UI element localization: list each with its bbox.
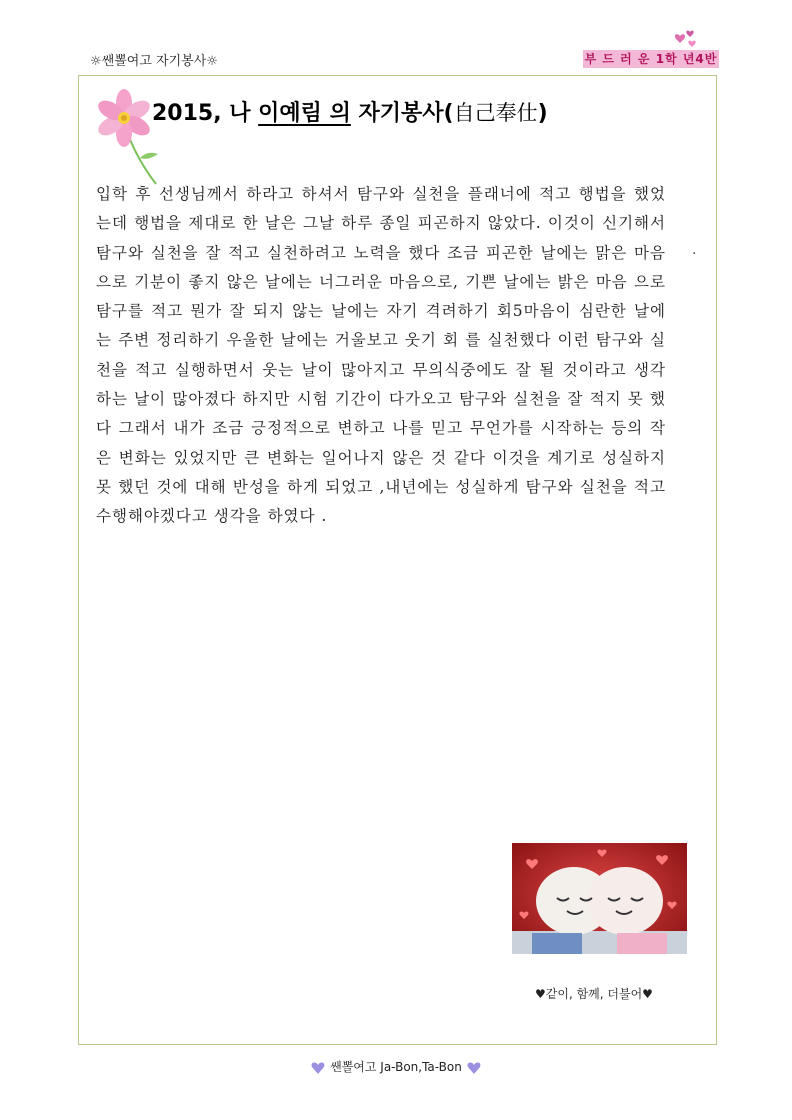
heart-icon <box>310 1061 326 1075</box>
header-class-badge: 부 드 러 운 1학 년4반 <box>584 52 718 66</box>
title-hanja: 自己奉仕 <box>453 101 538 125</box>
smiling-couple-image <box>512 843 687 954</box>
footer-text: 쌘뽈여고 Ja-Bon,Ta-Bon <box>330 1060 462 1074</box>
essay-paragraph: 입학 후 선생님께서 하라고 하셔서 탐구와 실천을 플래너에 적고 행법을 했었는데 행법을 제대로 한 날은 그날 하루 종일 피곤하지 않았다. 이것이 신기해서 탐구와 실천을 잘 적고 실천하려고 노력을 했다 조금 피곤한 날에는 맑은 마음 으로 기분이 좋지 않은 날에는 너그러운 마음으로, 기쁜 날에는 밝은 마음 으로 탐구를 적고 뭔가 잘 되지 않는 날에는 자기 격려하기 회5마음이 심란한 날에는 주변 정리하기 우울한 날에는 거울보고 웃기 회 를 실천했다 이런 탐구와 실천을 적고 실행하면서 웃는 날이 많아지고 무의식중에도 잘 될 것이라고 생각하는 날이 많아졌다 하지만 시험 기간이 다가오고 탐구와 실천을 잘 적지 못 했다 그래서 내가 조금 긍정적으로 변하고 나를 믿고 무언가를 시작하는 등의 작은 변화는 있었지만 큰 변화는 일어나지 않은 것 같다 이것을 계기로 성실하지 못 했던 것에 대해 반성을 하게 되었고 ,내년에는 성실하게 탐구와 실천을 적고 수행해야겠다고 생각을 하였다 . <box>96 185 666 526</box>
title-name: 이예림 의 <box>258 101 351 126</box>
header-school-title: ☼쌘뽈여고 자기봉사☼ <box>90 54 218 69</box>
image-caption: ♥같이, 함께, 더불어♥ <box>535 987 653 1001</box>
title-suffix: 자기봉사( <box>350 101 454 126</box>
title-close: ) <box>537 101 548 126</box>
footer <box>0 1058 792 1075</box>
stray-mark: · <box>692 246 697 262</box>
heart-icon <box>466 1061 482 1075</box>
page-title <box>152 96 548 127</box>
title-prefix: 2015, 나 <box>152 101 259 126</box>
